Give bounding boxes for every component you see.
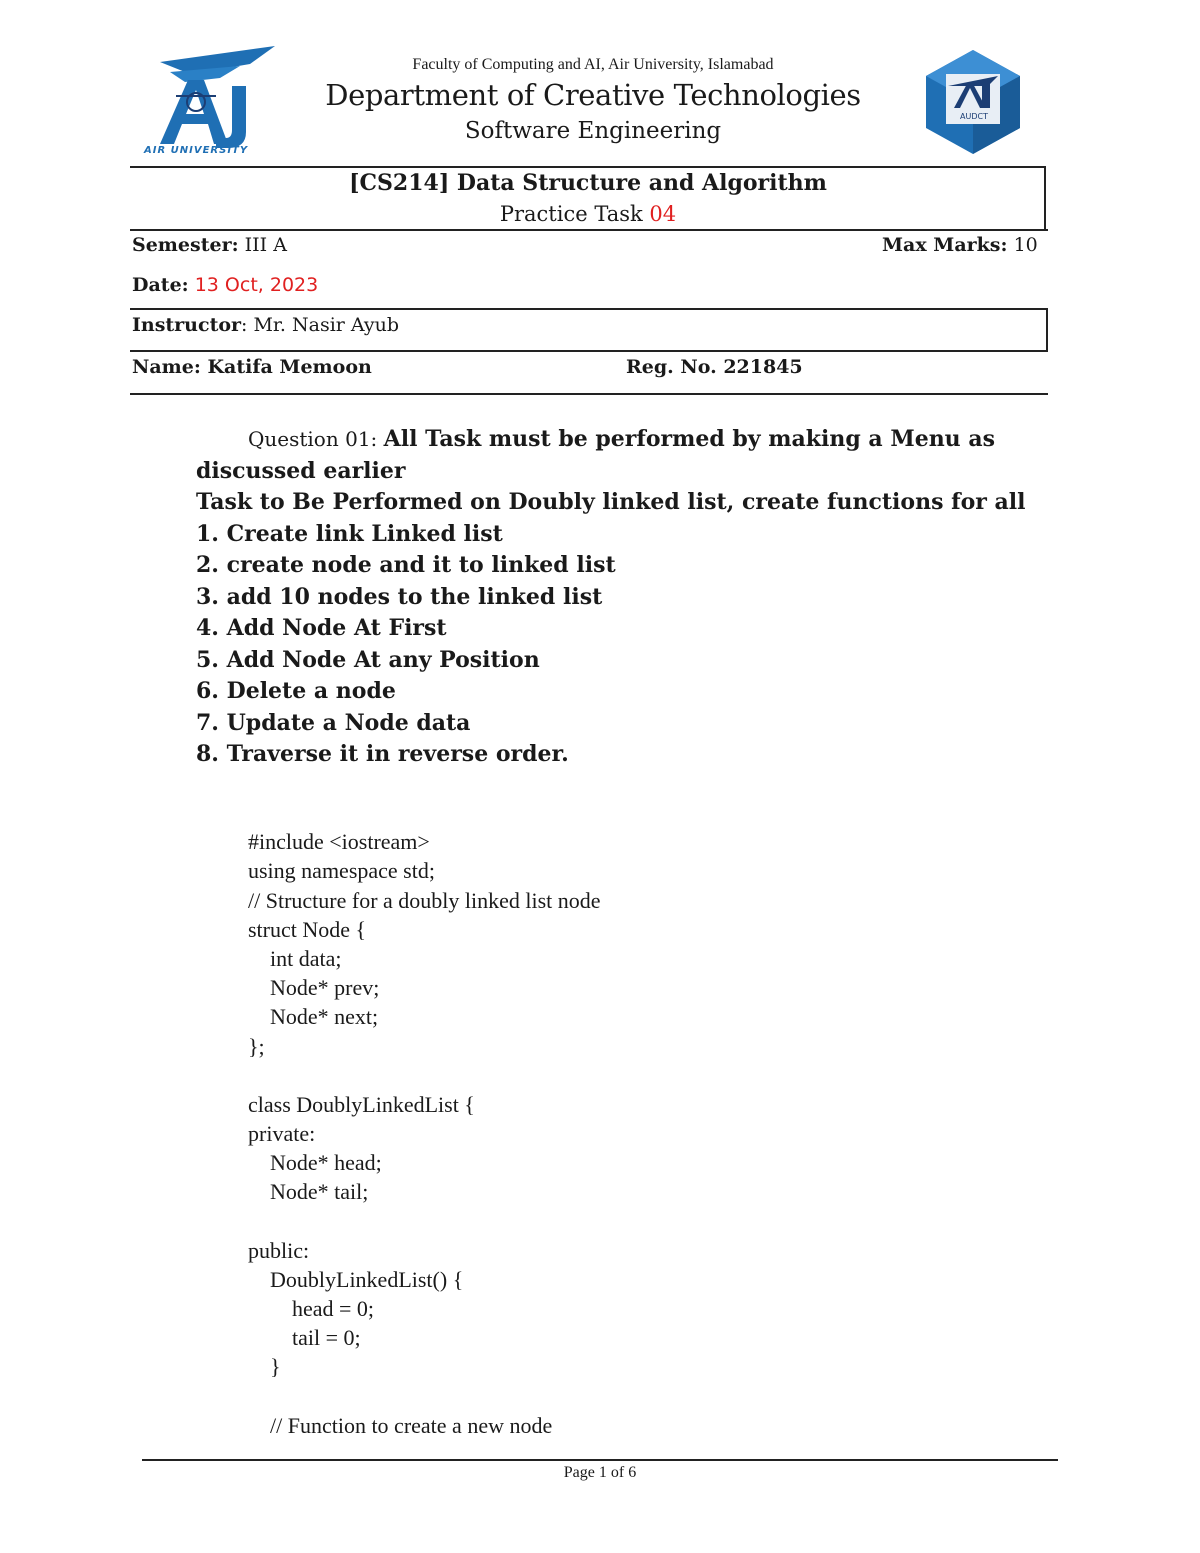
task-item: 4. Add Node At First bbox=[196, 615, 447, 641]
registration-number: Reg. No. 221845 bbox=[626, 356, 803, 378]
max-marks-value: 10 bbox=[1013, 234, 1038, 256]
student-name: Name: Katifa Memoon bbox=[132, 356, 372, 378]
code-line: using namespace std; bbox=[248, 858, 435, 884]
faculty-line: Faculty of Computing and AI, Air University, Islamabad bbox=[412, 56, 774, 73]
task-item: 7. Update a Node data bbox=[196, 709, 471, 736]
name-bottom-rule bbox=[130, 393, 1048, 395]
question-label: Question 01: bbox=[248, 427, 384, 451]
task-prefix: Practice Task bbox=[499, 202, 650, 226]
task-number: 04 bbox=[649, 202, 677, 226]
instructor-value: : Mr. Nasir Ayub bbox=[241, 314, 399, 336]
semester-field bbox=[132, 234, 287, 256]
course-title: [CS214] Data Structure and Algorithm bbox=[349, 170, 827, 196]
task-item: 8. Traverse it in reverse order. bbox=[196, 741, 569, 767]
code-line: tail = 0; bbox=[248, 1325, 361, 1351]
department-title: Department of Creative Technologies bbox=[325, 78, 861, 112]
instructor-field bbox=[132, 314, 399, 336]
task-item: 6. Delete a node bbox=[196, 678, 396, 704]
task-title bbox=[130, 202, 1046, 226]
code-block bbox=[248, 798, 1008, 1469]
code-line: // Structure for a doubly linked list node bbox=[248, 887, 601, 913]
code-line: class DoublyLinkedList { bbox=[248, 1091, 475, 1117]
date-value: 13 Oct, 2023 bbox=[194, 274, 319, 296]
date-label: Date: bbox=[132, 274, 189, 296]
max-marks-label: Max Marks: bbox=[882, 234, 1008, 256]
code-line: struct Node { bbox=[248, 916, 367, 942]
code-line: // Function to create a new node bbox=[248, 1412, 553, 1438]
code-line: public: bbox=[248, 1237, 310, 1263]
task-item: 3. add 10 nodes to the linked list bbox=[196, 583, 603, 610]
code-line: #include <iostream> bbox=[248, 829, 430, 855]
semester-value: III A bbox=[244, 234, 287, 256]
task-heading: Task to Be Performed on Doubly linked list, create functions for all bbox=[196, 489, 1026, 515]
right-logo-text: AUDCT bbox=[960, 112, 988, 121]
page-indicator: Page 1 of 6 bbox=[563, 1464, 637, 1481]
code-line: Node* head; bbox=[248, 1150, 382, 1176]
course-bottom-rule bbox=[130, 229, 1048, 231]
task-item: 2. create node and it to linked list bbox=[196, 552, 616, 578]
code-line: } bbox=[248, 1354, 281, 1380]
instructor-label: Instructor bbox=[132, 314, 242, 336]
max-marks-field bbox=[882, 234, 1038, 256]
code-line: int data; bbox=[248, 946, 342, 972]
footer-rule bbox=[142, 1459, 1058, 1461]
code-line: Node* next; bbox=[248, 1004, 379, 1030]
task-item: 1. Create link Linked list bbox=[196, 520, 503, 547]
date-field bbox=[132, 274, 318, 296]
code-line bbox=[248, 1207, 1008, 1236]
program-title: Software Engineering bbox=[464, 118, 722, 144]
question-block bbox=[196, 424, 1056, 771]
question-text: All Task must be performed by making a Menu as bbox=[383, 426, 995, 452]
code-line: Node* prev; bbox=[248, 975, 380, 1001]
code-line: }; bbox=[248, 1033, 265, 1059]
question-line-2: discussed earlier bbox=[196, 457, 406, 484]
semester-label: Semester: bbox=[132, 234, 239, 256]
code-line bbox=[248, 1061, 1008, 1090]
code-line: private: bbox=[248, 1121, 316, 1147]
left-logo-text: AIR UNIVERSITY bbox=[144, 145, 249, 156]
code-line bbox=[248, 1382, 1008, 1411]
code-line: Node* tail; bbox=[248, 1179, 369, 1205]
code-line: head = 0; bbox=[248, 1296, 375, 1322]
question-line-1 bbox=[196, 424, 1056, 456]
code-line: DoublyLinkedList() { bbox=[248, 1266, 464, 1292]
task-item: 5. Add Node At any Position bbox=[196, 646, 540, 673]
